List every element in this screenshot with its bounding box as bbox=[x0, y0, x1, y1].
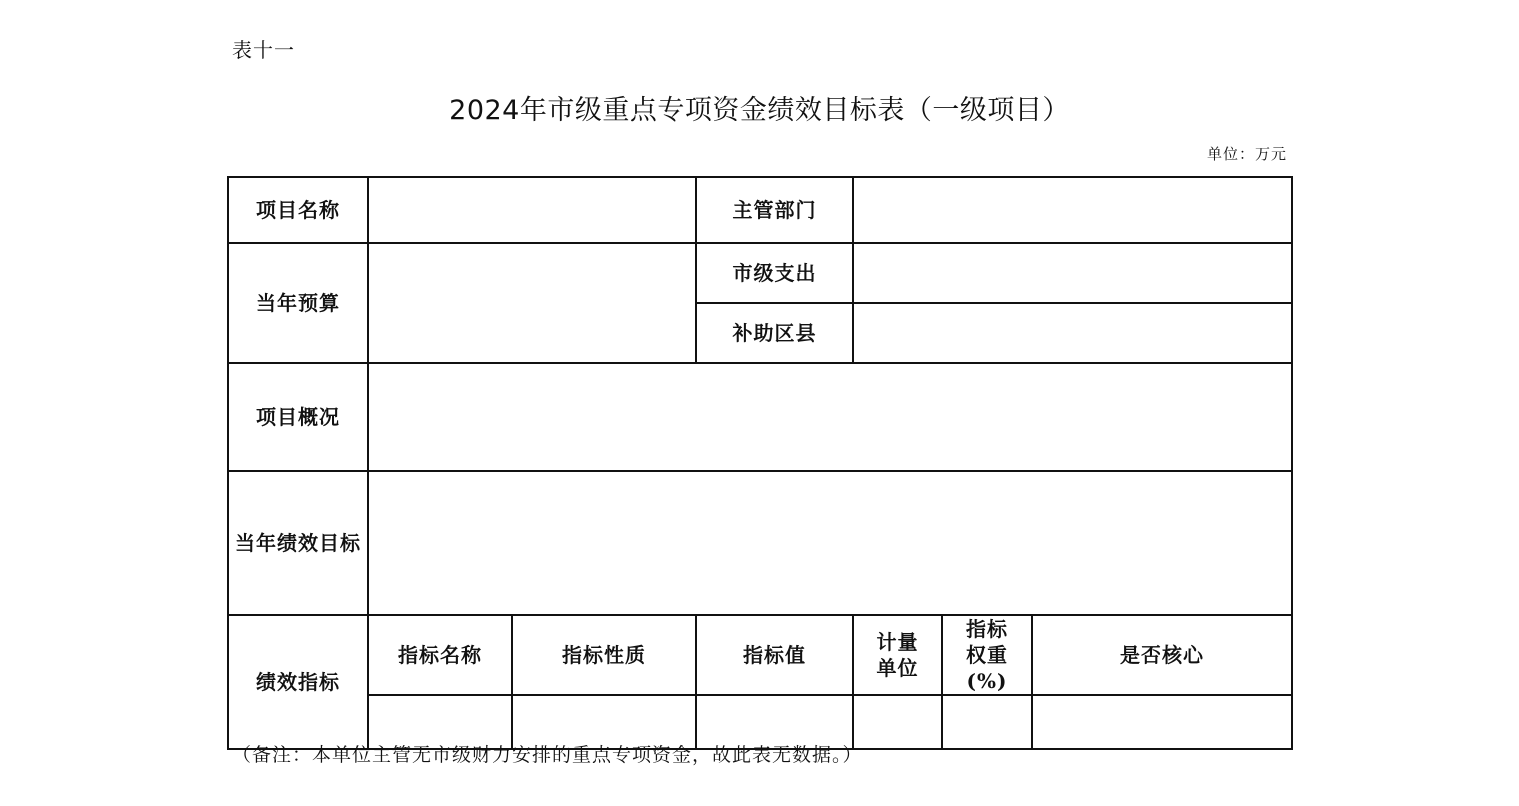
project-name-value bbox=[368, 177, 696, 243]
indicator-header-weight: 指标权重(%) bbox=[942, 615, 1032, 695]
district-subsidy-value bbox=[853, 303, 1292, 363]
indicator-header-unit: 计量单位 bbox=[853, 615, 942, 695]
unit-note: 单位：万元 bbox=[1206, 145, 1287, 163]
indicator-header-nature: 指标性质 bbox=[512, 615, 696, 695]
city-expense-value bbox=[853, 243, 1292, 303]
overview-value bbox=[368, 363, 1292, 471]
table-number-label: 表十一 bbox=[232, 38, 295, 62]
annual-goal-value bbox=[368, 471, 1292, 615]
district-subsidy-label: 补助区县 bbox=[696, 303, 853, 363]
department-value bbox=[853, 177, 1292, 243]
indicator-header-core: 是否核心 bbox=[1032, 615, 1292, 695]
department-label: 主管部门 bbox=[696, 177, 853, 243]
indicator-row-unit bbox=[853, 695, 942, 749]
budget-label: 当年预算 bbox=[228, 243, 368, 363]
indicators-label: 绩效指标 bbox=[228, 615, 368, 749]
indicator-header-value: 指标值 bbox=[696, 615, 853, 695]
annual-goal-label: 当年绩效目标 bbox=[228, 471, 368, 615]
indicator-row-weight bbox=[942, 695, 1032, 749]
indicator-row-core bbox=[1032, 695, 1292, 749]
city-expense-label: 市级支出 bbox=[696, 243, 853, 303]
budget-value bbox=[368, 243, 696, 363]
overview-label: 项目概况 bbox=[228, 363, 368, 471]
footnote: （备注：本单位主管无市级财力安排的重点专项资金，故此表无数据。） bbox=[232, 744, 863, 766]
project-name-label: 项目名称 bbox=[228, 177, 368, 243]
performance-target-table bbox=[227, 176, 1293, 750]
indicator-header-name: 指标名称 bbox=[368, 615, 512, 695]
document-title: 2024年市级重点专项资金绩效目标表（一级项目） bbox=[449, 95, 1070, 126]
